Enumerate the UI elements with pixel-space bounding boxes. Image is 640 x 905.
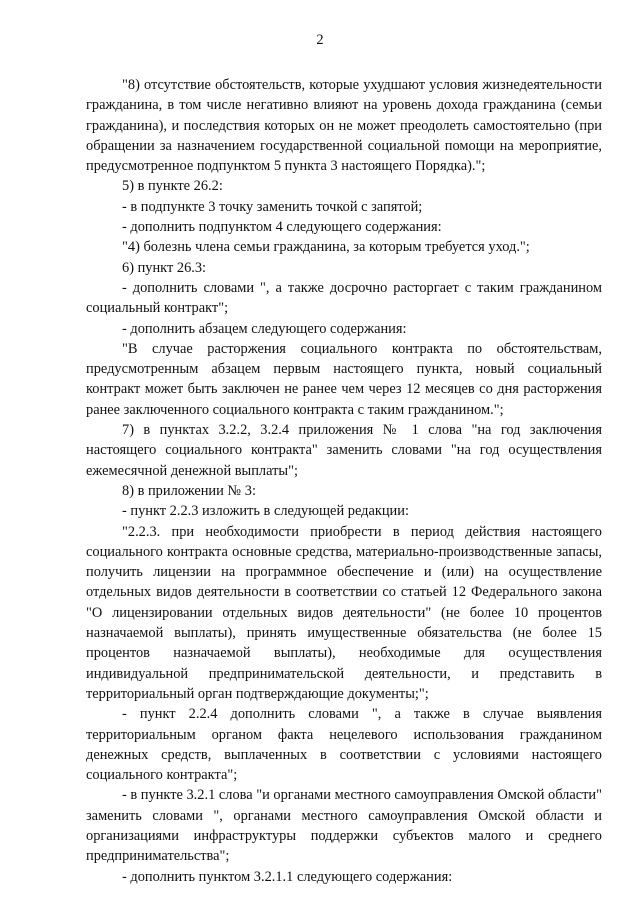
paragraph-item-8-quote: "8) отсутствие обстоятельств, которые ухудшают условия жизнедеятельности гражданина, в том числе негативно влияют на уровень дохода гражданина (семьи гражданина), и последствия которых он не может преодолеть самостоятельно (при обращении за назначением государственной социальной помощи на мероприятие, предусмотренное подпунктом 5 пункта 3 настоящего Порядка)."; (86, 77, 602, 175)
paragraph-add-words: - дополнить словами ", а также досрочно расторгает с таким гражданином социальный контракт"; (86, 279, 602, 317)
paragraph-clause-3-2-1: - в пункте 3.2.1 слова "и органами местного самоуправления Омской области" заменить словами ", органами местного самоуправления Омской области и организациями инфраструктуры поддержки субъектов малого и среднего предпринимательства"; (86, 787, 602, 865)
paragraph-clause-2-2-4: - пункт 2.2.4 дополнить словами ", а также в случае выявления территориальным органом факта нецелевого использования гражданином денежных средств, выплаченных в соответствии с условиями настоящего социального контракта"; (86, 706, 602, 784)
paragraph-add-clause-3-2-1-1: - дополнить пунктом 3.2.1.1 следующего содержания: (122, 868, 453, 885)
page-number: 2 (316, 32, 324, 48)
paragraph-subitem-4-quote: "4) болезнь члена семьи гражданина, за которым требуется уход."; (122, 239, 530, 256)
paragraph-item-8-appendix: 8) в приложении № 3: (122, 482, 256, 499)
paragraph-clause-2-2-3-quote: "2.2.3. при необходимости приобрести в период действия настоящего социального контракта основные средства, материально-производственные запасы, получить лицензии на программное обеспечение и (или) на осуществление отдельных видов деятельности в соответствии со статьей 12 Федерального закона "О лицензировании отдельных видов деятельности" (не более 10 процентов назначаемой выплаты), принять имущественные обязательства (не более 15 процентов назначаемой выплаты), необходимые для осуществления индивидуальной предпринимательской деятельности, и представить в территориальный орган подтверждающие документы;"; (86, 523, 602, 702)
paragraph-item-7: 7) в пунктах 3.2.2, 3.2.4 приложения № 1 слова "на год заключения настоящего социального контракта" заменить словами "на год осуществления ежемесячной денежной выплаты"; (86, 422, 602, 479)
paragraph-replace-period: - в подпункте 3 точку заменить точкой с запятой; (122, 198, 423, 215)
paragraph-clause-2-2-3: - пункт 2.2.3 изложить в следующей редакции: (122, 503, 409, 520)
paragraph-item-5: 5) в пункте 26.2: (122, 178, 223, 195)
paragraph-add-abzac: - дополнить абзацем следующего содержания: (122, 320, 407, 337)
document-body (86, 75, 602, 887)
paragraph-add-subitem-4: - дополнить подпунктом 4 следующего содержания: (122, 219, 442, 236)
paragraph-item-6: 6) пункт 26.3: (122, 259, 207, 276)
paragraph-termination-quote: "В случае расторжения социального контракта по обстоятельствам, предусмотренным абзацем первым настоящего пункта, новый социальный контракт может быть заключен не ранее чем через 12 месяцев со дня расторжения ранее заключенного социального контракта с таким гражданином."; (86, 340, 602, 418)
